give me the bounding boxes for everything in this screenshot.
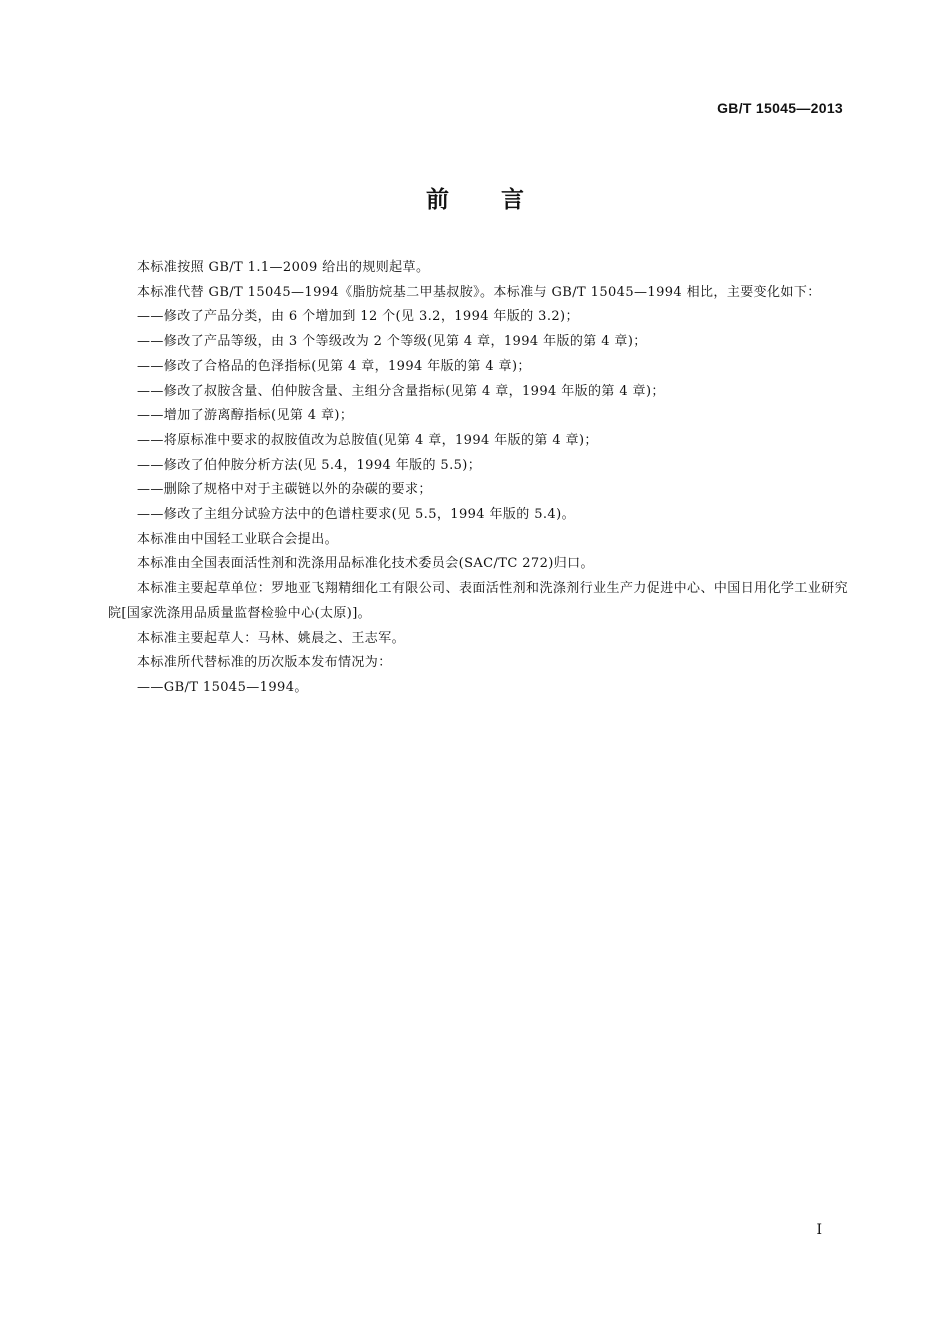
change-item: ——修改了产品分类，由 6 个增加到 12 个(见 3.2，1994 年版的 3.2)； [137, 309, 579, 325]
change-item: ——增加了游离醇指标(见第 4 章)； [137, 408, 354, 424]
page-number: I [816, 1222, 822, 1238]
change-item: ——修改了产品等级，由 3 个等级改为 2 个等级(见第 4 章，1994 年版的第 4 章)； [137, 334, 647, 350]
change-item: ——修改了叔胺含量、伯仲胺含量、主组分含量指标(见第 4 章，1994 年版的第 4 章)； [137, 383, 665, 399]
replacement-paragraph: 本标准代替 GB/T 15045—1994《脂肪烷基二甲基叔胺》。本标准与 GB/T 15045—1994 相比，主要变化如下： [137, 284, 821, 300]
history-item: ——GB/T 15045—1994。 [137, 679, 308, 695]
centralized-paragraph: 本标准由全国表面活性剂和洗涤用品标准化技术委员会(SAC/TC 272)归口。 [137, 556, 594, 572]
page-title: 前言 [426, 187, 576, 213]
foreword-body [108, 256, 848, 701]
standard-code-header: GB/T 15045—2013 [717, 100, 843, 116]
history-intro-paragraph: 本标准所代替标准的历次版本发布情况为： [137, 655, 392, 671]
drafting-units-paragraph: 本标准主要起草单位：罗地亚飞翔精细化工有限公司、表面活性剂和洗涤剂行业生产力促进中心、中国日用化学工业研究院[国家洗涤用品质量监督检验中心(太原)]。 [108, 581, 848, 621]
change-item: ——将原标准中要求的叔胺值改为总胺值(见第 4 章，1994 年版的第 4 章)； [137, 432, 598, 448]
drafting-rules-paragraph: 本标准按照 GB/T 1.1—2009 给出的规则起草。 [137, 260, 430, 275]
proposer-paragraph: 本标准由中国轻工业联合会提出。 [137, 531, 339, 547]
change-item: ——修改了合格品的色泽指标(见第 4 章，1994 年版的第 4 章)； [137, 358, 531, 374]
change-item: ——修改了伯仲胺分析方法(见 5.4，1994 年版的 5.5)； [137, 457, 482, 473]
drafters-paragraph: 本标准主要起草人：马林、姚晨之、王志军。 [137, 630, 406, 646]
change-item: ——删除了规格中对于主碳链以外的杂碳的要求； [137, 482, 432, 498]
change-item: ——修改了主组分试验方法中的色谱柱要求(见 5.5，1994 年版的 5.4)。 [137, 507, 575, 523]
